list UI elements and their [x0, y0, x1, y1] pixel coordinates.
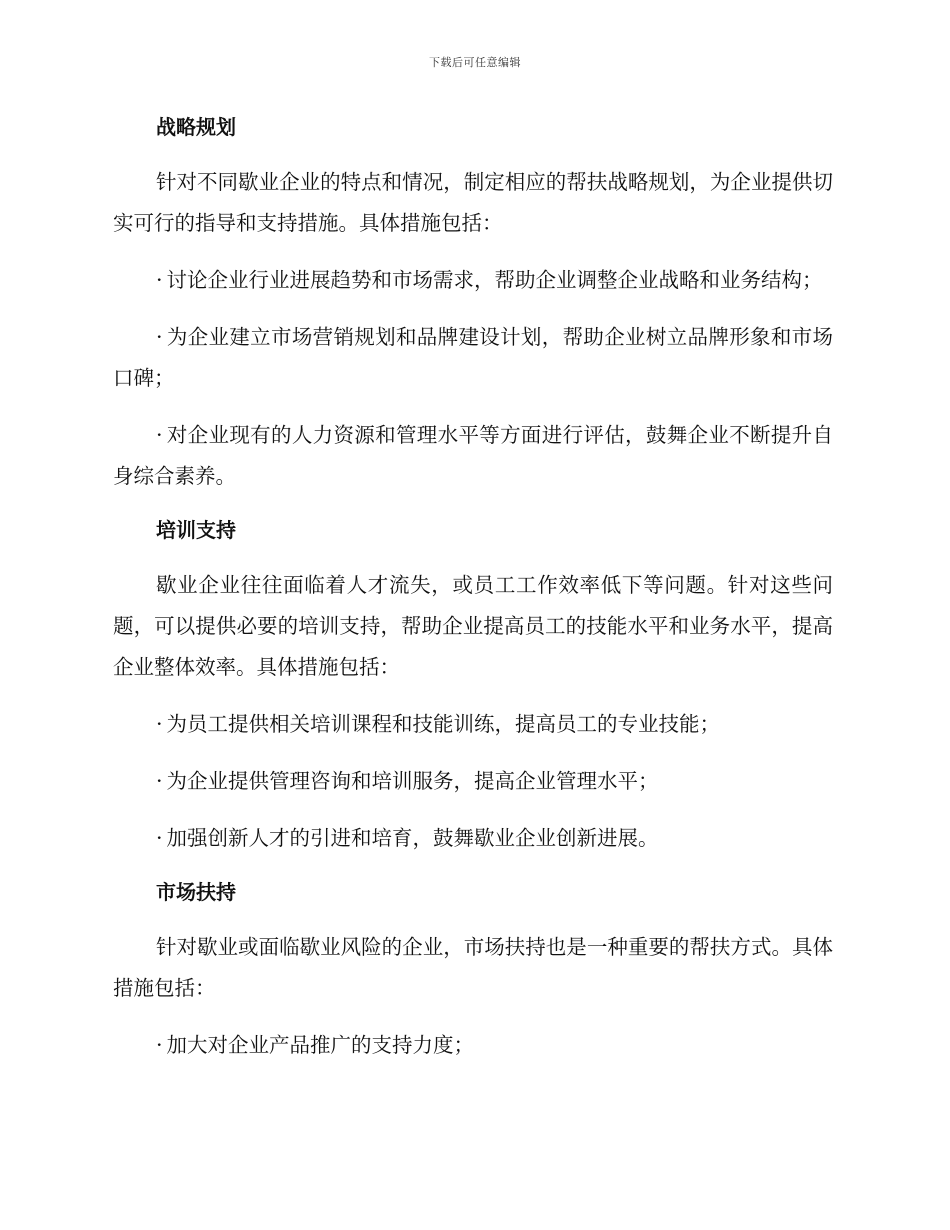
bullet-dot: ·	[156, 826, 163, 850]
bullet-item	[113, 704, 833, 745]
bullet-item	[113, 317, 833, 399]
bullet-text: 为企业提供管理咨询和培训服务，提高企业管理水平；	[166, 769, 659, 793]
bullet-item	[113, 1025, 833, 1066]
section-intro: 针对不同歇业企业的特点和情况，制定相应的帮扶战略规划，为企业提供切实可行的指导和支持措施。具体措施包括：	[113, 170, 833, 235]
bullet-item	[113, 260, 833, 301]
section-strategy	[113, 110, 833, 497]
section-heading: 战略规划	[156, 115, 236, 139]
section-heading: 培训支持	[156, 518, 236, 542]
bullet-dot: ·	[156, 712, 163, 736]
bullet-text: 加大对企业产品推广的支持力度；	[166, 1033, 475, 1057]
section-intro: 针对歇业或面临歇业风险的企业，市场扶持也是一种重要的帮扶方式。具体措施包括：	[113, 935, 833, 1000]
bullet-dot: ·	[156, 769, 163, 793]
bullet-dot: ·	[156, 1033, 163, 1057]
section-intro: 歇业企业往往面临着人才流失，或员工工作效率低下等问题。针对这些问题，可以提供必要的培训支持，帮助企业提高员工的技能水平和业务水平，提高企业整体效率。具体措施包括：	[113, 573, 833, 679]
section-market	[113, 875, 833, 1066]
bullet-text: 对企业现有的人力资源和管理水平等方面进行评估，鼓舞企业不断提升自身综合素养。	[113, 423, 833, 488]
bullet-item	[113, 761, 833, 802]
bullet-dot: ·	[156, 325, 163, 349]
bullet-dot: ·	[156, 423, 163, 447]
bullet-item	[113, 415, 833, 497]
bullet-item	[113, 818, 833, 859]
page-header: 下载后可任意编辑	[429, 56, 521, 69]
section-heading: 市场扶持	[156, 880, 236, 904]
document-body	[113, 110, 833, 1082]
bullet-text: 加强创新人才的引进和培育，鼓舞歇业企业创新进展。	[166, 826, 659, 850]
bullet-text: 讨论企业行业进展趋势和市场需求，帮助企业调整企业战略和业务结构；	[166, 268, 823, 292]
bullet-text: 为企业建立市场营销规划和品牌建设计划，帮助企业树立品牌形象和市场口碑；	[113, 325, 833, 390]
bullet-dot: ·	[156, 268, 163, 292]
bullet-text: 为员工提供相关培训课程和技能训练，提高员工的专业技能；	[166, 712, 721, 736]
section-training	[113, 513, 833, 859]
